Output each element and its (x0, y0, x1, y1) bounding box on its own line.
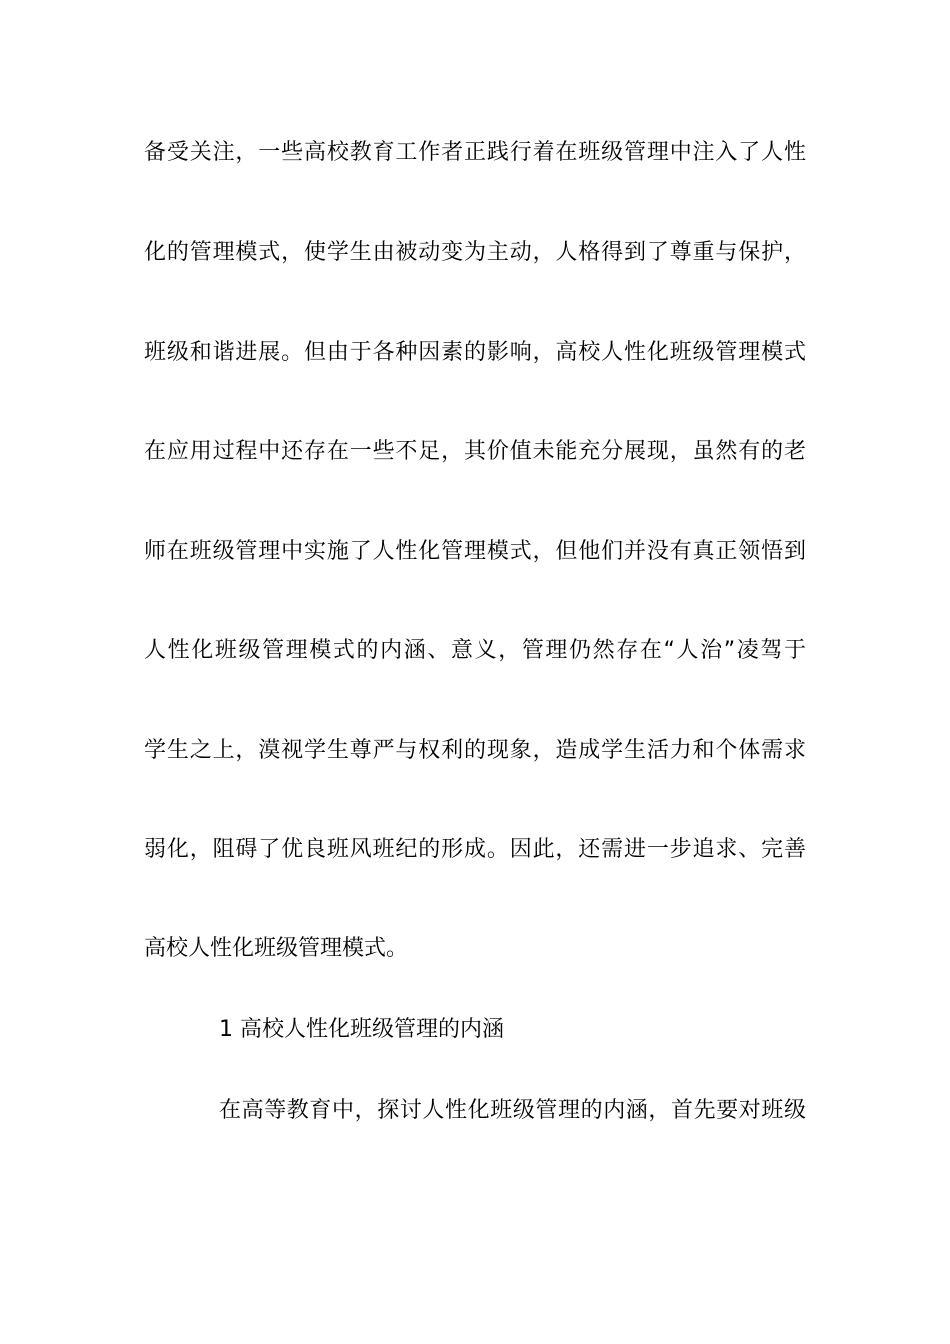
paragraph-line: 学生之上，漠视学生尊严与权利的现象，造成学生活力和个体需求 (144, 738, 806, 763)
paragraph-line: 备受关注，一些高校教育工作者正践行着在班级管理中注入了人性 (144, 140, 806, 165)
paragraph-line: 师在班级管理中实施了人性化管理模式，但他们并没有真正领悟到 (144, 539, 806, 564)
paragraph-last-line: 高校人性化班级管理模式。 (144, 936, 409, 961)
paragraph-line: 在应用过程中还存在一些不足，其价值未能充分展现，虽然有的老 (144, 439, 806, 464)
paragraph-line: 化的管理模式，使学生由被动变为主动，人格得到了尊重与保护， (144, 240, 806, 265)
section-heading: 1 高校人性化班级管理的内涵 (219, 1017, 504, 1042)
paragraph-first-line: 在高等教育中，探讨人性化班级管理的内涵，首先要对班级 (219, 1098, 806, 1123)
paragraph-line: 班级和谐进展。但由于各种因素的影响，高校人性化班级管理模式 (144, 340, 806, 365)
paragraph-line: 弱化，阻碍了优良班风班纪的形成。因此，还需进一步追求、完善 (144, 837, 806, 862)
paragraph-line: 人性化班级管理模式的内涵、意义，管理仍然存在“人治”凌驾于 (144, 638, 806, 663)
